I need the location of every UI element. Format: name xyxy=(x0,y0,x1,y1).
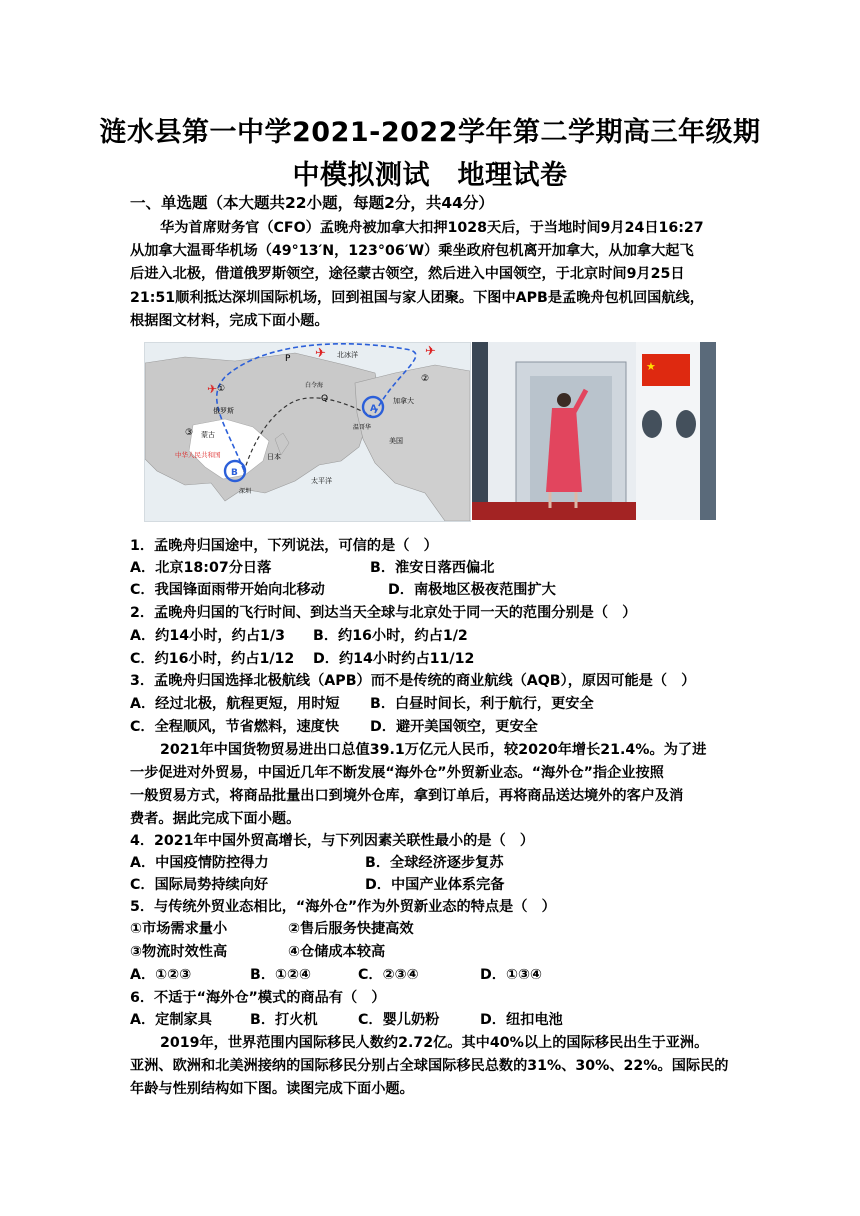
airplane-window xyxy=(676,410,696,438)
option-4a: A．中国疫情防控得力 xyxy=(130,855,269,871)
option-1d: D．南极地区极夜范围扩大 xyxy=(388,582,556,598)
label-mongolia: 蒙古 xyxy=(201,431,215,439)
passage3-line: 2019年，世界范围内国际移民人数约2.72亿。其中40%以上的国际移民出生于亚洲。 xyxy=(160,1035,709,1051)
option-6b: B．打火机 xyxy=(250,1012,318,1028)
person-head xyxy=(557,393,571,407)
label-q: Q xyxy=(321,394,329,404)
north-america-landmass xyxy=(355,365,470,521)
label-vancouver: 温哥华 xyxy=(353,424,372,431)
option-1b: B．淮安日落西偏北 xyxy=(370,560,495,576)
question-6: 6．不适于“海外仓”模式的商品有（ ） xyxy=(130,990,386,1006)
option-2d: D．约14小时约占11/12 xyxy=(313,651,475,667)
question-2: 2．孟晚舟归国的飞行时间、到达当天全球与北京处于同一天的范围分别是（ ） xyxy=(130,605,637,621)
option-4d: D．中国产业体系完备 xyxy=(365,877,505,893)
exam-title-line1: 涟水县第一中学2021-2022学年第二学期高三年级期 xyxy=(99,117,761,148)
question-5: 5．与传统外贸业态相比，“海外仓”作为外贸新业态的特点是（ ） xyxy=(130,899,556,915)
label-bering: 白令海 xyxy=(305,382,324,389)
option-5b: B．①②④ xyxy=(250,967,312,983)
label-japan: 日本 xyxy=(267,453,281,461)
passage2-line: 一步促进对外贸易，中国近几年不断发展“海外仓”外贸新业态。“海外仓”指企业按照 xyxy=(130,765,664,781)
red-carpet xyxy=(472,502,636,520)
label-circle1: ① xyxy=(217,384,226,394)
passage1-line: 后进入北极，借道俄罗斯领空，途径蒙古领空，然后进入中国领空，于北京时间9月25日 xyxy=(130,266,685,282)
statement-5-3: ③物流时效性高 xyxy=(130,944,228,960)
option-5d: D．①③④ xyxy=(480,967,543,983)
passage2-line: 一般贸易方式，将商品批量出口到境外仓库，拿到订单后，再将商品送达境外的客户及消 xyxy=(130,788,684,804)
passage3-line: 年龄与性别结构如下图。读图完成下面小题。 xyxy=(130,1081,414,1097)
airplane-window xyxy=(642,410,662,438)
label-circle3: ③ xyxy=(185,428,194,438)
passage1-line: 从加拿大温哥华机场（49°13′N，123°06′W）乘坐政府包机离开加拿大，从加拿大起飞 xyxy=(130,243,694,259)
route-map xyxy=(144,342,471,522)
option-3d: D．避开美国领空，更安全 xyxy=(370,719,538,735)
person-red-dress xyxy=(546,408,582,492)
statement-5-4: ④仓储成本较高 xyxy=(288,944,386,960)
label-circle2: ② xyxy=(421,374,430,384)
flag-star-icon: ★ xyxy=(646,360,656,373)
route-map-svg xyxy=(145,343,470,521)
question-3: 3．孟晚舟归国选择北极航线（APB）而不是传统的商业航线（AQB），原因可能是（ ） xyxy=(130,673,696,689)
section-heading: 一、单选题（本大题共22小题，每题2分，共44分） xyxy=(130,194,494,212)
plane-icon: ✈ xyxy=(425,344,436,359)
passage1-line: 21:51顺利抵达深圳国际机场，回到祖国与家人团聚。下图中APB是孟晚舟包机回国航线， xyxy=(130,290,704,306)
label-russia: 俄罗斯 xyxy=(213,407,234,415)
label-pacific: 太平洋 xyxy=(311,477,332,485)
option-6d: D．纽扣电池 xyxy=(480,1012,563,1028)
label-p: P xyxy=(285,354,291,364)
passage2-line: 费者。据此完成下面小题。 xyxy=(130,811,301,827)
option-6a: A．定制家具 xyxy=(130,1012,212,1028)
label-b: B xyxy=(231,468,238,478)
option-3c: C．全程顺风，节省燃料，速度快 xyxy=(130,719,340,735)
eurasia-landmass xyxy=(145,353,381,501)
label-usa: 美国 xyxy=(389,437,403,445)
passage3-line: 亚洲、欧洲和北美洲接纳的国际移民分别占全球国际移民总数的31%、30%、22%。国际民的 xyxy=(130,1058,729,1074)
option-6c: C．婴儿奶粉 xyxy=(358,1012,440,1028)
passage1-line: 根据图文材料，完成下面小题。 xyxy=(130,313,329,329)
question-1: 1．孟晚舟归国途中，下列说法，可信的是（ ） xyxy=(130,538,438,554)
passage2-line: 2021年中国货物贸易进出口总值39.1万亿元人民币，较2020年增长21.4%。为了进 xyxy=(160,742,707,758)
option-2b: B．约16小时，约占1/2 xyxy=(313,628,468,644)
arrival-photo xyxy=(472,342,716,520)
passage1-line: 华为首席财务官（CFO）孟晚舟被加拿大扣押1028天后，于当地时间9月24日16:27 xyxy=(160,220,704,236)
plane-icon: ✈ xyxy=(315,346,326,361)
option-5c: C．②③④ xyxy=(358,967,419,983)
option-2a: A．约14小时，约占1/3 xyxy=(130,628,285,644)
label-china: 中华人民共和国 xyxy=(175,451,221,459)
label-shenzhen: 深圳 xyxy=(239,488,252,495)
label-arctic: 北冰洋 xyxy=(337,351,358,359)
arrival-photo-svg xyxy=(472,342,716,520)
option-1c: C．我国锋面雨带开始向北移动 xyxy=(130,582,325,598)
option-2c: C．约16小时，约占1/12 xyxy=(130,651,295,667)
exam-title-line2: 中模拟测试 地理试卷 xyxy=(292,160,568,191)
option-1a: A．北京18:07分日落 xyxy=(130,560,272,576)
question-4: 4．2021年中国外贸高增长，与下列因素关联性最小的是（ ） xyxy=(130,833,535,849)
option-3a: A．经过北极，航程更短，用时短 xyxy=(130,696,340,712)
plane-icon: ✈ xyxy=(207,382,218,396)
statement-5-1: ①市场需求量小 xyxy=(130,921,228,937)
statement-5-2: ②售后服务快捷高效 xyxy=(288,921,414,937)
label-canada: 加拿大 xyxy=(393,397,414,405)
option-4b: B．全球经济逐步复苏 xyxy=(365,855,504,871)
option-4c: C．国际局势持续向好 xyxy=(130,877,269,893)
option-5a: A．①②③ xyxy=(130,967,192,983)
label-a: A xyxy=(370,404,377,414)
option-3b: B．白昼时间长，利于航行，更安全 xyxy=(370,696,594,712)
